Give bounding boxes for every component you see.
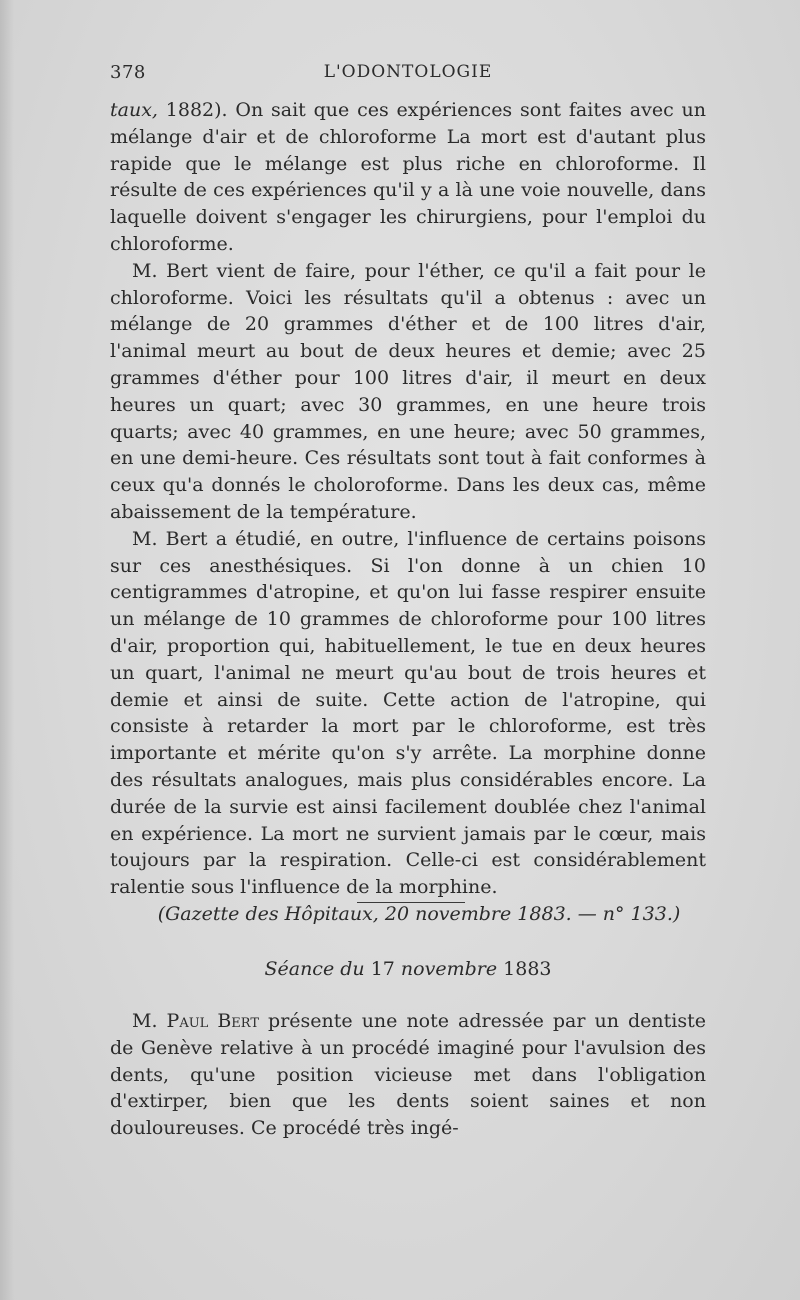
paragraph-2: M. Bert vient de faire, pour l'éther, ce qu'il a fait pour le chloroforme. Voici les résultats qu'il a obtenus : avec un mélange de 20 grammes d'éther et de 100 litres d'air, l'animal meurt au bout de deux heures et demie; avec 25 grammes d'éther pour 100 litres d'air, il meurt en deux heures un quart; avec 30 grammes, en une heure trois quarts; avec 40 grammes, en une heure; avec 50 grammes, en une demi-heure. Ces résultats sont tout à fait conformes à ceux qu'a donnés le choloroforme. Dans les deux cas, même abaissement de la température.: [110, 259, 706, 523]
session-heading-year: 1883: [503, 958, 552, 980]
session-heading-day: 17: [370, 958, 395, 980]
speaker-name: Paul Bert: [166, 1010, 260, 1032]
session-paragraph-prefix: M.: [132, 1010, 167, 1032]
page-number: 378: [110, 62, 146, 83]
paragraph-1-text: 1882). On sait que ces expériences sont faites avec un mélange d'air et de chloroforme La mort est d'autant plus rapide que le mélange est plus riche en chloroforme. Il résulte de ces expériences qu'il y a là une voie nouvelle, dans laquelle doivent s'engager les chirurgiens, pour l'emploi du chloroforme.: [110, 99, 706, 255]
citation: (Gazette des Hôpitaux, 20 novembre 1883. — n° 133.): [157, 902, 681, 925]
session-heading-label: Séance du: [264, 958, 365, 980]
session-text: [110, 1008, 706, 1142]
paragraph-1: [110, 97, 706, 258]
session-paragraph-text: présente une note adressée par un dentiste de Genève relative à un procédé imaginé pour l'avulsion des dents, qu'une position vicieuse met dans l'obligation d'extirper, bien que les dents soient saines et non douloureuses. Ce procédé très ingé-: [110, 1010, 706, 1140]
journal-title: L'ODONTOLOGIE: [323, 62, 493, 82]
session-heading-month: novembre: [400, 958, 498, 980]
article-text: [110, 97, 706, 928]
section-divider: [357, 902, 465, 903]
session-paragraph-1: [110, 1008, 706, 1142]
paragraph-3: M. Bert a étudié, en outre, l'influence de certains poisons sur ces anesthésiques. Si l'on donne à un chien 10 centigrammes d'atropine, et qu'on lui fasse respirer ensuite un mélange de 10 grammes de chloroforme pour 100 litres d'air, proportion qui, habituellement, le tue en deux heures un quart, l'animal ne meurt qu'au bout de trois heures et demie et ainsi de suite. Cette action de l'atropine, qui consiste à retarder la mort par le chloroforme, est très importante et mérite qu'on s'y arrête. La morphine donne des résultats analogues, mais plus considérables encore. La durée de la survie est ainsi facilement doublée chez l'animal en expérience. La mort ne survient jamais par le cœur, mais toujours par la respiration. Celle-ci est considérablement ralentie sous l'influence de la morphine.: [110, 527, 706, 899]
paragraph-1-italic-start: taux,: [110, 99, 158, 121]
session-heading: [110, 958, 706, 980]
running-head: [110, 58, 706, 88]
